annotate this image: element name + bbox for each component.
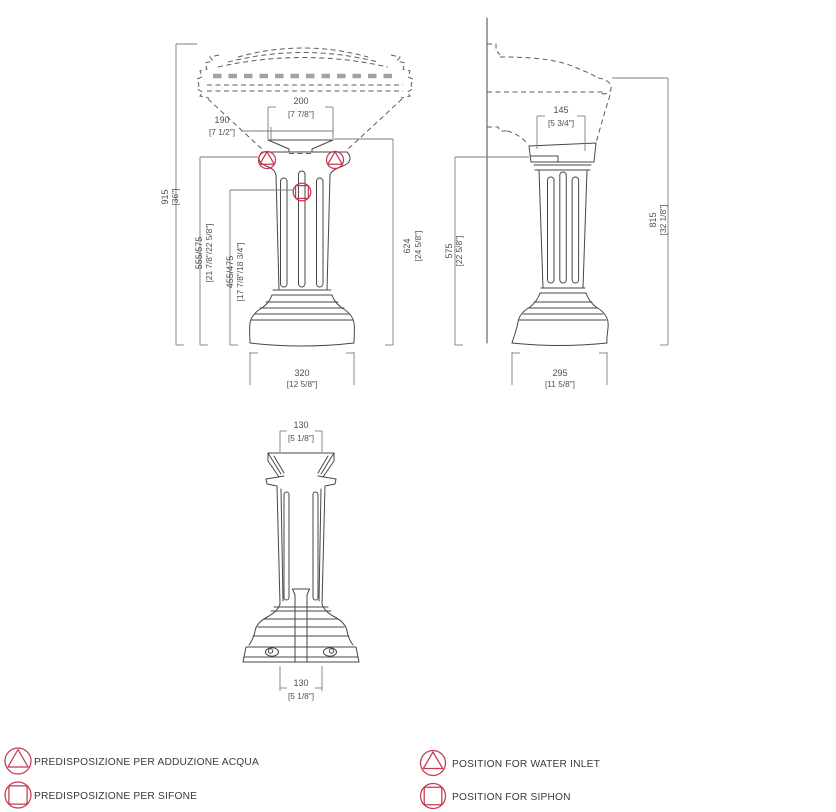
legend [5,748,600,809]
dim-front-height-rim-mm: 624 [402,238,412,254]
legend-item-water-inlet-it [5,748,259,774]
dim-front-height-total-mm: 915 [160,189,170,205]
dim-front-height-siphon-mm: 455/475 [225,255,235,289]
dim-front-width-upper-mm: 190 [214,115,230,125]
legend-item-siphon-it [5,782,197,808]
dim-front-width-base-mm: 320 [294,368,310,378]
rear-view [243,420,359,701]
dim-rear-width-top-in: [5 1/8"] [287,433,315,443]
siphon-marker [293,183,311,201]
dim-rear-width-bottom-in: [5 1/8"] [287,691,315,701]
legend-label-siphon-en: POSITION FOR SIPHON [452,792,571,803]
dim-front-width-top-mm: 200 [293,96,309,106]
front-markers [259,152,344,201]
dim-front-width-base-in: [12 5/8"] [286,379,318,389]
dim-side-depth-base-mm: 295 [552,368,568,378]
legend-item-water-inlet-en [421,751,601,776]
legend-label-water-inlet-it: PREDISPOSIZIONE PER ADDUZIONE ACQUA [34,757,259,768]
front-view [160,44,423,389]
front-dimensions [160,44,423,389]
dim-rear-width-bottom-mm: 130 [293,678,309,688]
legend-label-siphon-it: PREDISPOSIZIONE PER SIFONE [34,791,198,802]
dim-side-depth-base-in: [11 5/8"] [544,379,576,389]
side-view [444,18,668,389]
water-inlet-icon [5,748,31,774]
siphon-icon [421,784,446,809]
rear-dimensions [280,420,322,701]
dim-side-height-front-mm: 815 [648,212,658,228]
dim-front-height-inlet-mm: 555/575 [194,236,204,270]
water-inlet-marker-right [327,152,344,169]
rear-pedestal [243,453,359,662]
dim-front-width-top-in: [7 7/8"] [287,109,315,119]
dim-side-height-back-in: [22 5/8"] [454,235,464,267]
dim-front-height-total-in: [36"] [170,188,180,206]
dim-side-height-front-in: [32 1/8"] [658,204,668,236]
water-inlet-icon [421,751,446,776]
front-pedestal [250,140,355,346]
dim-side-depth-top-mm: 145 [553,105,569,115]
legend-item-siphon-en [421,784,571,809]
dim-front-width-upper-in: [7 1/2"] [208,127,236,137]
legend-label-water-inlet-en: POSITION FOR WATER INLET [452,759,600,770]
dim-front-height-inlet-in: [21 7/8"/22 5/8"] [204,223,214,283]
dim-side-height-back-mm: 575 [444,243,454,259]
side-basin-outline [487,44,611,145]
dim-front-height-rim-in: [24 5/8"] [413,230,423,262]
side-pedestal [512,143,608,346]
side-dimensions [444,78,668,389]
siphon-icon [5,782,31,808]
dim-side-depth-top-in: [5 3/4"] [547,118,575,128]
dim-rear-width-top-mm: 130 [293,420,309,430]
dim-front-height-siphon-in: [17 7/8"/18 3/4"] [235,242,245,302]
